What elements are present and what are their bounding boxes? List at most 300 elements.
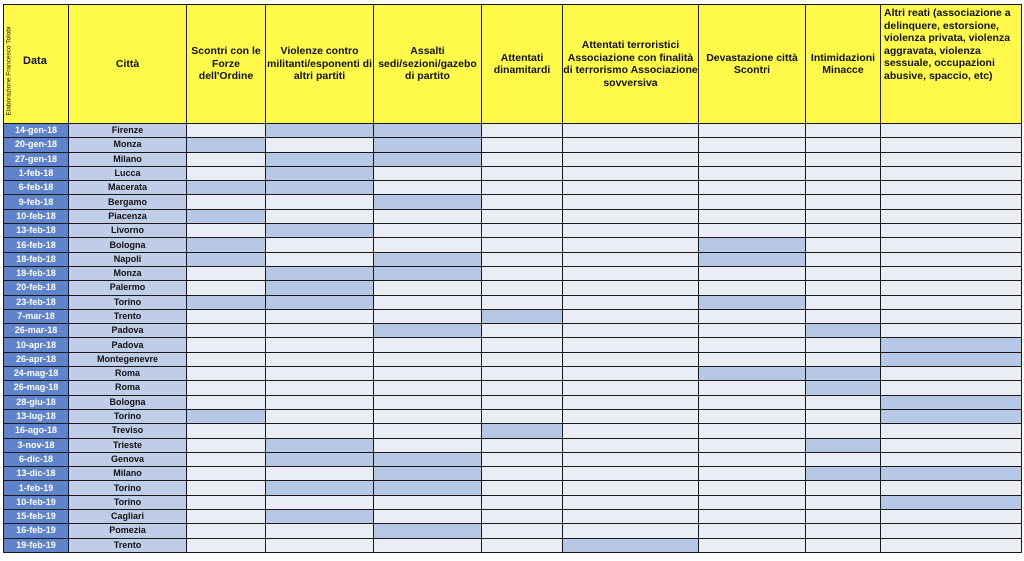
empty-cell (563, 381, 699, 395)
empty-cell (806, 524, 881, 538)
empty-cell (187, 510, 266, 524)
empty-cell (187, 352, 266, 366)
marked-cell (187, 209, 266, 223)
city-cell: Torino (69, 495, 187, 509)
empty-cell (187, 538, 266, 552)
date-cell: 13-lug-18 (4, 409, 69, 423)
marked-cell (699, 295, 806, 309)
marked-cell (806, 467, 881, 481)
table-row (4, 324, 1022, 338)
marked-cell (482, 309, 563, 323)
empty-cell (482, 367, 563, 381)
empty-cell (881, 538, 1022, 552)
incidents-table (3, 4, 1022, 553)
empty-cell (881, 381, 1022, 395)
empty-cell (266, 538, 374, 552)
empty-cell (563, 266, 699, 280)
empty-cell (806, 152, 881, 166)
city-cell: Pomezia (69, 524, 187, 538)
marked-cell (374, 252, 482, 266)
date-cell: 27-gen-18 (4, 152, 69, 166)
marked-cell (806, 381, 881, 395)
city-cell: Macerata (69, 181, 187, 195)
empty-cell (482, 266, 563, 280)
table-row (4, 124, 1022, 138)
city-cell: Napoli (69, 252, 187, 266)
empty-cell (881, 166, 1022, 180)
date-cell: 10-feb-18 (4, 209, 69, 223)
date-cell: 9-feb-18 (4, 195, 69, 209)
city-cell: Torino (69, 409, 187, 423)
header-category-0: Scontri con le Forze dell'Ordine (187, 5, 266, 124)
empty-cell (699, 152, 806, 166)
city-cell: Firenze (69, 124, 187, 138)
empty-cell (374, 166, 482, 180)
table-row (4, 252, 1022, 266)
empty-cell (482, 352, 563, 366)
city-cell: Roma (69, 367, 187, 381)
date-cell: 26-mag-18 (4, 381, 69, 395)
marked-cell (266, 224, 374, 238)
table-row (4, 510, 1022, 524)
date-cell: 3-nov-18 (4, 438, 69, 452)
date-cell: 19-feb-19 (4, 538, 69, 552)
empty-cell (699, 495, 806, 509)
empty-cell (563, 195, 699, 209)
empty-cell (806, 452, 881, 466)
empty-cell (266, 467, 374, 481)
city-cell: Cagliari (69, 510, 187, 524)
marked-cell (563, 538, 699, 552)
empty-cell (699, 452, 806, 466)
table-row (4, 538, 1022, 552)
empty-cell (881, 124, 1022, 138)
empty-cell (881, 238, 1022, 252)
empty-cell (374, 395, 482, 409)
empty-cell (699, 352, 806, 366)
empty-cell (266, 238, 374, 252)
empty-cell (482, 381, 563, 395)
marked-cell (482, 424, 563, 438)
city-cell: Montegenevre (69, 352, 187, 366)
empty-cell (374, 510, 482, 524)
date-cell: 6-feb-18 (4, 181, 69, 195)
empty-cell (374, 281, 482, 295)
empty-cell (881, 424, 1022, 438)
empty-cell (806, 481, 881, 495)
empty-cell (482, 224, 563, 238)
empty-cell (187, 338, 266, 352)
table-row (4, 309, 1022, 323)
empty-cell (806, 495, 881, 509)
empty-cell (881, 252, 1022, 266)
empty-cell (482, 395, 563, 409)
empty-cell (699, 409, 806, 423)
empty-cell (266, 338, 374, 352)
empty-cell (482, 209, 563, 223)
city-cell: Palermo (69, 281, 187, 295)
empty-cell (563, 238, 699, 252)
empty-cell (563, 124, 699, 138)
empty-cell (699, 524, 806, 538)
marked-cell (266, 481, 374, 495)
header-city: Città (69, 5, 187, 124)
table-row (4, 266, 1022, 280)
empty-cell (482, 338, 563, 352)
empty-cell (187, 524, 266, 538)
header-category-2: Assalti sedi/sezioni/gazebo di partito (374, 5, 482, 124)
empty-cell (699, 467, 806, 481)
marked-cell (374, 124, 482, 138)
empty-cell (374, 224, 482, 238)
empty-cell (482, 181, 563, 195)
date-cell: 16-feb-18 (4, 238, 69, 252)
empty-cell (563, 352, 699, 366)
city-cell: Milano (69, 467, 187, 481)
table-row (4, 395, 1022, 409)
marked-cell (806, 367, 881, 381)
empty-cell (482, 524, 563, 538)
city-cell: Piacenza (69, 209, 187, 223)
date-cell: 1-feb-19 (4, 481, 69, 495)
city-cell: Monza (69, 266, 187, 280)
empty-cell (187, 395, 266, 409)
date-cell: 13-dic-18 (4, 467, 69, 481)
marked-cell (266, 152, 374, 166)
empty-cell (563, 295, 699, 309)
empty-cell (699, 438, 806, 452)
marked-cell (374, 195, 482, 209)
date-cell: 1-feb-18 (4, 166, 69, 180)
empty-cell (266, 424, 374, 438)
empty-cell (699, 481, 806, 495)
empty-cell (563, 209, 699, 223)
empty-cell (881, 195, 1022, 209)
empty-cell (806, 309, 881, 323)
date-cell: 23-feb-18 (4, 295, 69, 309)
marked-cell (266, 181, 374, 195)
empty-cell (482, 124, 563, 138)
empty-cell (563, 324, 699, 338)
empty-cell (374, 381, 482, 395)
table-row (4, 438, 1022, 452)
empty-cell (699, 338, 806, 352)
empty-cell (187, 367, 266, 381)
empty-cell (187, 224, 266, 238)
empty-cell (563, 510, 699, 524)
marked-cell (266, 452, 374, 466)
header-category-6: Intimidazioni Minacce (806, 5, 881, 124)
empty-cell (187, 452, 266, 466)
marked-cell (266, 166, 374, 180)
empty-cell (266, 495, 374, 509)
empty-cell (374, 352, 482, 366)
empty-cell (187, 438, 266, 452)
marked-cell (187, 138, 266, 152)
empty-cell (563, 424, 699, 438)
empty-cell (266, 209, 374, 223)
empty-cell (266, 352, 374, 366)
empty-cell (699, 309, 806, 323)
empty-cell (482, 495, 563, 509)
empty-cell (806, 224, 881, 238)
header-date (4, 5, 69, 124)
empty-cell (806, 266, 881, 280)
empty-cell (699, 209, 806, 223)
empty-cell (482, 452, 563, 466)
marked-cell (881, 338, 1022, 352)
empty-cell (187, 124, 266, 138)
city-cell: Genova (69, 452, 187, 466)
empty-cell (699, 195, 806, 209)
empty-cell (881, 209, 1022, 223)
marked-cell (806, 324, 881, 338)
empty-cell (563, 252, 699, 266)
table-row (4, 481, 1022, 495)
empty-cell (374, 295, 482, 309)
marked-cell (806, 438, 881, 452)
date-cell: 6-dic-18 (4, 452, 69, 466)
marked-cell (374, 452, 482, 466)
empty-cell (806, 510, 881, 524)
empty-cell (563, 481, 699, 495)
empty-cell (563, 409, 699, 423)
table-row (4, 409, 1022, 423)
marked-cell (881, 409, 1022, 423)
date-cell: 28-giu-18 (4, 395, 69, 409)
table-row (4, 452, 1022, 466)
marked-cell (187, 409, 266, 423)
marked-cell (266, 266, 374, 280)
city-cell: Padova (69, 338, 187, 352)
marked-cell (374, 467, 482, 481)
table-row (4, 195, 1022, 209)
marked-cell (374, 481, 482, 495)
marked-cell (699, 252, 806, 266)
empty-cell (266, 381, 374, 395)
city-cell: Monza (69, 138, 187, 152)
empty-cell (699, 281, 806, 295)
empty-cell (699, 538, 806, 552)
empty-cell (563, 309, 699, 323)
empty-cell (699, 424, 806, 438)
city-cell: Trieste (69, 438, 187, 452)
marked-cell (374, 266, 482, 280)
empty-cell (187, 266, 266, 280)
empty-cell (881, 138, 1022, 152)
empty-cell (563, 467, 699, 481)
empty-cell (482, 195, 563, 209)
date-cell: 18-feb-18 (4, 266, 69, 280)
marked-cell (266, 295, 374, 309)
date-cell: 10-apr-18 (4, 338, 69, 352)
header-row (4, 5, 1022, 124)
empty-cell (881, 438, 1022, 452)
header-category-7: Altri reati (associazione a delinquere, estorsione, violenza privata, violenza aggravata, violenza sessuale, occupazioni abusive, spaccio, etc) (881, 5, 1022, 124)
empty-cell (563, 452, 699, 466)
empty-cell (482, 295, 563, 309)
date-cell: 14-gen-18 (4, 124, 69, 138)
marked-cell (266, 281, 374, 295)
empty-cell (806, 124, 881, 138)
table-body (4, 124, 1022, 553)
credit-label: Elaborazione Francesco Tolobi (5, 26, 13, 115)
city-cell: Torino (69, 481, 187, 495)
empty-cell (881, 266, 1022, 280)
empty-cell (374, 181, 482, 195)
empty-cell (266, 324, 374, 338)
empty-cell (806, 138, 881, 152)
table-row (4, 166, 1022, 180)
date-cell: 15-feb-19 (4, 510, 69, 524)
city-cell: Trento (69, 309, 187, 323)
empty-cell (482, 138, 563, 152)
marked-cell (881, 352, 1022, 366)
empty-cell (806, 352, 881, 366)
empty-cell (881, 309, 1022, 323)
empty-cell (699, 510, 806, 524)
empty-cell (563, 166, 699, 180)
empty-cell (563, 495, 699, 509)
empty-cell (266, 395, 374, 409)
date-cell: 16-feb-19 (4, 524, 69, 538)
empty-cell (806, 395, 881, 409)
empty-cell (266, 524, 374, 538)
table-row (4, 152, 1022, 166)
table-row (4, 238, 1022, 252)
empty-cell (881, 281, 1022, 295)
empty-cell (266, 138, 374, 152)
empty-cell (881, 152, 1022, 166)
marked-cell (699, 367, 806, 381)
table-row (4, 467, 1022, 481)
empty-cell (806, 181, 881, 195)
empty-cell (806, 252, 881, 266)
empty-cell (563, 281, 699, 295)
date-cell: 24-mag-18 (4, 367, 69, 381)
empty-cell (482, 481, 563, 495)
empty-cell (806, 209, 881, 223)
table-row (4, 367, 1022, 381)
empty-cell (806, 295, 881, 309)
empty-cell (187, 495, 266, 509)
empty-cell (881, 510, 1022, 524)
table-row (4, 352, 1022, 366)
marked-cell (266, 438, 374, 452)
empty-cell (563, 395, 699, 409)
empty-cell (374, 538, 482, 552)
marked-cell (881, 395, 1022, 409)
date-cell: 7-mar-18 (4, 309, 69, 323)
header-category-5: Devastazione città Scontri (699, 5, 806, 124)
marked-cell (266, 124, 374, 138)
empty-cell (187, 481, 266, 495)
empty-cell (374, 438, 482, 452)
marked-cell (266, 510, 374, 524)
empty-cell (187, 152, 266, 166)
empty-cell (187, 309, 266, 323)
empty-cell (563, 438, 699, 452)
date-cell: 20-gen-18 (4, 138, 69, 152)
empty-cell (563, 138, 699, 152)
empty-cell (563, 152, 699, 166)
empty-cell (881, 481, 1022, 495)
empty-cell (881, 452, 1022, 466)
city-cell: Bologna (69, 238, 187, 252)
marked-cell (187, 295, 266, 309)
empty-cell (266, 252, 374, 266)
empty-cell (187, 281, 266, 295)
marked-cell (187, 252, 266, 266)
table-row (4, 295, 1022, 309)
date-cell: 10-feb-19 (4, 495, 69, 509)
city-cell: Torino (69, 295, 187, 309)
empty-cell (187, 166, 266, 180)
empty-cell (374, 424, 482, 438)
empty-cell (374, 495, 482, 509)
marked-cell (374, 524, 482, 538)
empty-cell (699, 181, 806, 195)
date-cell: 20-feb-18 (4, 281, 69, 295)
marked-cell (699, 238, 806, 252)
marked-cell (374, 152, 482, 166)
table-row (4, 381, 1022, 395)
empty-cell (699, 138, 806, 152)
marked-cell (187, 181, 266, 195)
empty-cell (806, 538, 881, 552)
empty-cell (374, 209, 482, 223)
table-row (4, 138, 1022, 152)
city-cell: Livorno (69, 224, 187, 238)
empty-cell (187, 195, 266, 209)
empty-cell (806, 195, 881, 209)
empty-cell (563, 224, 699, 238)
empty-cell (563, 338, 699, 352)
empty-cell (482, 409, 563, 423)
city-cell: Padova (69, 324, 187, 338)
empty-cell (187, 381, 266, 395)
city-cell: Milano (69, 152, 187, 166)
empty-cell (806, 238, 881, 252)
empty-cell (482, 252, 563, 266)
empty-cell (699, 224, 806, 238)
empty-cell (374, 238, 482, 252)
empty-cell (881, 224, 1022, 238)
empty-cell (187, 324, 266, 338)
table-row (4, 495, 1022, 509)
table-row (4, 209, 1022, 223)
empty-cell (482, 152, 563, 166)
empty-cell (699, 324, 806, 338)
empty-cell (482, 166, 563, 180)
table-row (4, 338, 1022, 352)
marked-cell (881, 495, 1022, 509)
city-cell: Bergamo (69, 195, 187, 209)
empty-cell (482, 324, 563, 338)
table-row (4, 424, 1022, 438)
empty-cell (266, 309, 374, 323)
empty-cell (881, 367, 1022, 381)
empty-cell (563, 181, 699, 195)
header-category-3: Attentati dinamitardi (482, 5, 563, 124)
empty-cell (806, 281, 881, 295)
marked-cell (374, 138, 482, 152)
city-cell: Lucca (69, 166, 187, 180)
marked-cell (187, 238, 266, 252)
city-cell: Bologna (69, 395, 187, 409)
city-cell: Treviso (69, 424, 187, 438)
date-cell: 16-ago-18 (4, 424, 69, 438)
